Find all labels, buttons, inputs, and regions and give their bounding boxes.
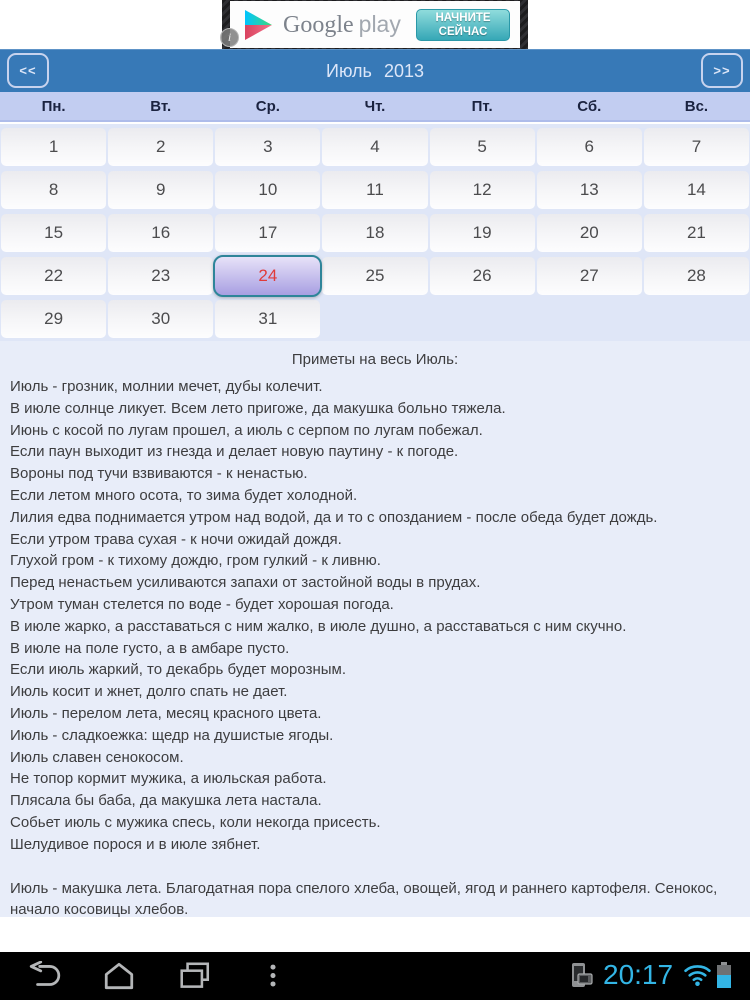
ad-cta-line1: НАЧНИТЕ bbox=[435, 12, 491, 24]
calendar-week-row bbox=[1, 128, 749, 166]
day-cell[interactable]: 26 bbox=[430, 257, 535, 295]
weekday-header: Ср. bbox=[255, 97, 280, 115]
day-cell[interactable]: 2 bbox=[108, 128, 213, 166]
weekday-header: Вт. bbox=[150, 97, 172, 115]
usb-notification-icon[interactable] bbox=[568, 962, 596, 990]
selected-day-cell[interactable]: 24 bbox=[213, 255, 322, 297]
ad-brand-google: Google bbox=[283, 11, 354, 38]
menu-overflow-button[interactable] bbox=[258, 961, 288, 991]
sign-line: Июнь с косой по лугам прошел, а июль с серпом по лугам побежал. bbox=[10, 421, 483, 439]
sign-line: Не топор кормит мужика, а июльская работа. bbox=[10, 770, 327, 788]
sign-line: В июле на поле густо, а в амбаре пусто. bbox=[10, 639, 290, 657]
sign-line: Вороны под тучи взвиваются - к ненастью. bbox=[10, 465, 308, 483]
empty-day-cell bbox=[644, 300, 749, 338]
day-cell[interactable]: 30 bbox=[108, 300, 213, 338]
weekday-header: Чт. bbox=[364, 97, 386, 115]
calendar-title-month: Июль bbox=[326, 60, 372, 81]
calendar-header bbox=[0, 49, 750, 92]
sign-line: Плясала бы баба, да макушка лета настала. bbox=[10, 792, 322, 810]
day-cell[interactable]: 15 bbox=[1, 214, 106, 252]
ad-frame bbox=[222, 0, 528, 49]
weekday-header: Пн. bbox=[41, 97, 66, 115]
calendar-grid bbox=[0, 124, 750, 341]
weekday-header: Пт. bbox=[471, 97, 493, 115]
day-cell[interactable]: 12 bbox=[430, 171, 535, 209]
day-cell[interactable]: 23 bbox=[108, 257, 213, 295]
back-button[interactable] bbox=[28, 961, 62, 991]
home-button[interactable] bbox=[102, 961, 136, 991]
day-cell[interactable]: 7 bbox=[644, 128, 749, 166]
signs-section bbox=[0, 341, 750, 917]
sign-line: В июле жарко, а расставаться с ним жалко, в июле душно, а расставаться с ним скучно. bbox=[10, 617, 627, 635]
status-clock[interactable]: 20:17 bbox=[603, 959, 674, 990]
day-cell[interactable]: 25 bbox=[322, 257, 427, 295]
day-cell[interactable]: 19 bbox=[430, 214, 535, 252]
sign-line: Утром туман стелется по воде - будет хорошая погода. bbox=[10, 595, 394, 613]
day-cell[interactable]: 8 bbox=[1, 171, 106, 209]
sign-line: Июль - перелом лета, месяц красного цвета. bbox=[10, 704, 322, 722]
ad-banner bbox=[0, 0, 750, 49]
weekday-header: Сб. bbox=[577, 97, 602, 115]
day-cell[interactable]: 6 bbox=[537, 128, 642, 166]
day-cell[interactable]: 5 bbox=[430, 128, 535, 166]
battery-status-icon[interactable] bbox=[716, 961, 732, 989]
google-play-logo-icon bbox=[244, 9, 274, 41]
day-cell[interactable]: 11 bbox=[322, 171, 427, 209]
sign-line: Если июль жаркий, то декабрь будет морозным. bbox=[10, 661, 346, 679]
day-cell[interactable]: 20 bbox=[537, 214, 642, 252]
google-play-ad[interactable] bbox=[230, 1, 520, 48]
day-cell[interactable]: 28 bbox=[644, 257, 749, 295]
day-cell[interactable]: 27 bbox=[537, 257, 642, 295]
sign-line: Перед ненастьем усиливаются запахи от застойной воды в прудах. bbox=[10, 574, 481, 592]
calendar-title bbox=[0, 50, 750, 92]
day-cell[interactable]: 29 bbox=[1, 300, 106, 338]
ad-brand-text bbox=[283, 11, 401, 39]
prev-month-button[interactable]: << bbox=[7, 53, 49, 88]
day-cell[interactable]: 13 bbox=[537, 171, 642, 209]
calendar-week-row bbox=[1, 300, 749, 338]
day-cell[interactable]: 3 bbox=[215, 128, 320, 166]
recents-button[interactable] bbox=[178, 961, 212, 991]
sign-line: Шелудивое порося и в июле зябнет. bbox=[10, 835, 261, 853]
ad-brand-play: play bbox=[358, 10, 401, 37]
signs-title: Приметы на весь Июль: bbox=[291, 351, 459, 368]
next-month-button[interactable]: >> bbox=[701, 53, 743, 88]
day-cell[interactable]: 4 bbox=[322, 128, 427, 166]
sign-line: Июль - грозник, молнии мечет, дубы колечит. bbox=[10, 378, 323, 395]
sign-line: Если паун выходит из гнезда и делает новую паутину - к погоде. bbox=[10, 443, 459, 461]
calendar-week-row bbox=[1, 214, 749, 252]
day-cell[interactable]: 21 bbox=[644, 214, 749, 252]
ad-cta-line2: СЕЙЧАС bbox=[438, 26, 488, 38]
day-cell[interactable]: 1 bbox=[1, 128, 106, 166]
sign-line: Если летом много осота, то зима будет холодной. bbox=[10, 486, 358, 504]
weekday-header: Вс. bbox=[684, 97, 709, 115]
wifi-status-icon[interactable] bbox=[684, 964, 711, 988]
system-navbar bbox=[0, 952, 750, 1000]
day-cell[interactable]: 31 bbox=[215, 300, 320, 338]
sign-line: В июле солнце ликует. Всем лето пригоже, да макушка больно тяжела. bbox=[10, 399, 506, 417]
calendar-week-row bbox=[1, 257, 749, 295]
calendar-title-year: 2013 bbox=[383, 60, 424, 81]
empty-day-cell bbox=[430, 300, 535, 338]
day-cell[interactable]: 16 bbox=[108, 214, 213, 252]
day-cell[interactable]: 17 bbox=[215, 214, 320, 252]
empty-day-cell bbox=[322, 300, 427, 338]
sign-line: Июль косит и жнет, долго спать не дает. bbox=[10, 683, 288, 701]
sign-line: Лилия едва поднимается утром над водой, да и то с опозданием - после обеда будет дождь. bbox=[10, 508, 658, 526]
ad-cta-button[interactable] bbox=[416, 9, 510, 41]
sign-line: Собьет июль с мужика спесь, коли некогда присесть. bbox=[10, 813, 381, 831]
empty-day-cell bbox=[537, 300, 642, 338]
day-header-row bbox=[0, 92, 750, 122]
sign-line: Глухой гром - к тихому дождю, гром гулкий - к ливню. bbox=[10, 552, 381, 570]
day-cell[interactable]: 9 bbox=[108, 171, 213, 209]
ad-info-icon[interactable]: i bbox=[220, 28, 239, 47]
day-cell[interactable]: 10 bbox=[215, 171, 320, 209]
signs-lines bbox=[0, 370, 750, 856]
sign-line: Если утром трава сухая - к ночи ожидай дождя. bbox=[10, 530, 342, 548]
sign-line: Июль - сладкоежка: щедр на душистые ягоды. bbox=[10, 726, 334, 744]
day-cell[interactable]: 22 bbox=[1, 257, 106, 295]
signs-footer: Июль - макушка лета. Благодатная пора спелого хлеба, овощей, ягод и раннего картофеля. Сенокос, начало косовицы хлебов. bbox=[10, 879, 718, 919]
day-cell[interactable]: 18 bbox=[322, 214, 427, 252]
day-cell[interactable]: 14 bbox=[644, 171, 749, 209]
calendar-week-row bbox=[1, 171, 749, 209]
sign-line: Июль славен сенокосом. bbox=[10, 748, 184, 766]
